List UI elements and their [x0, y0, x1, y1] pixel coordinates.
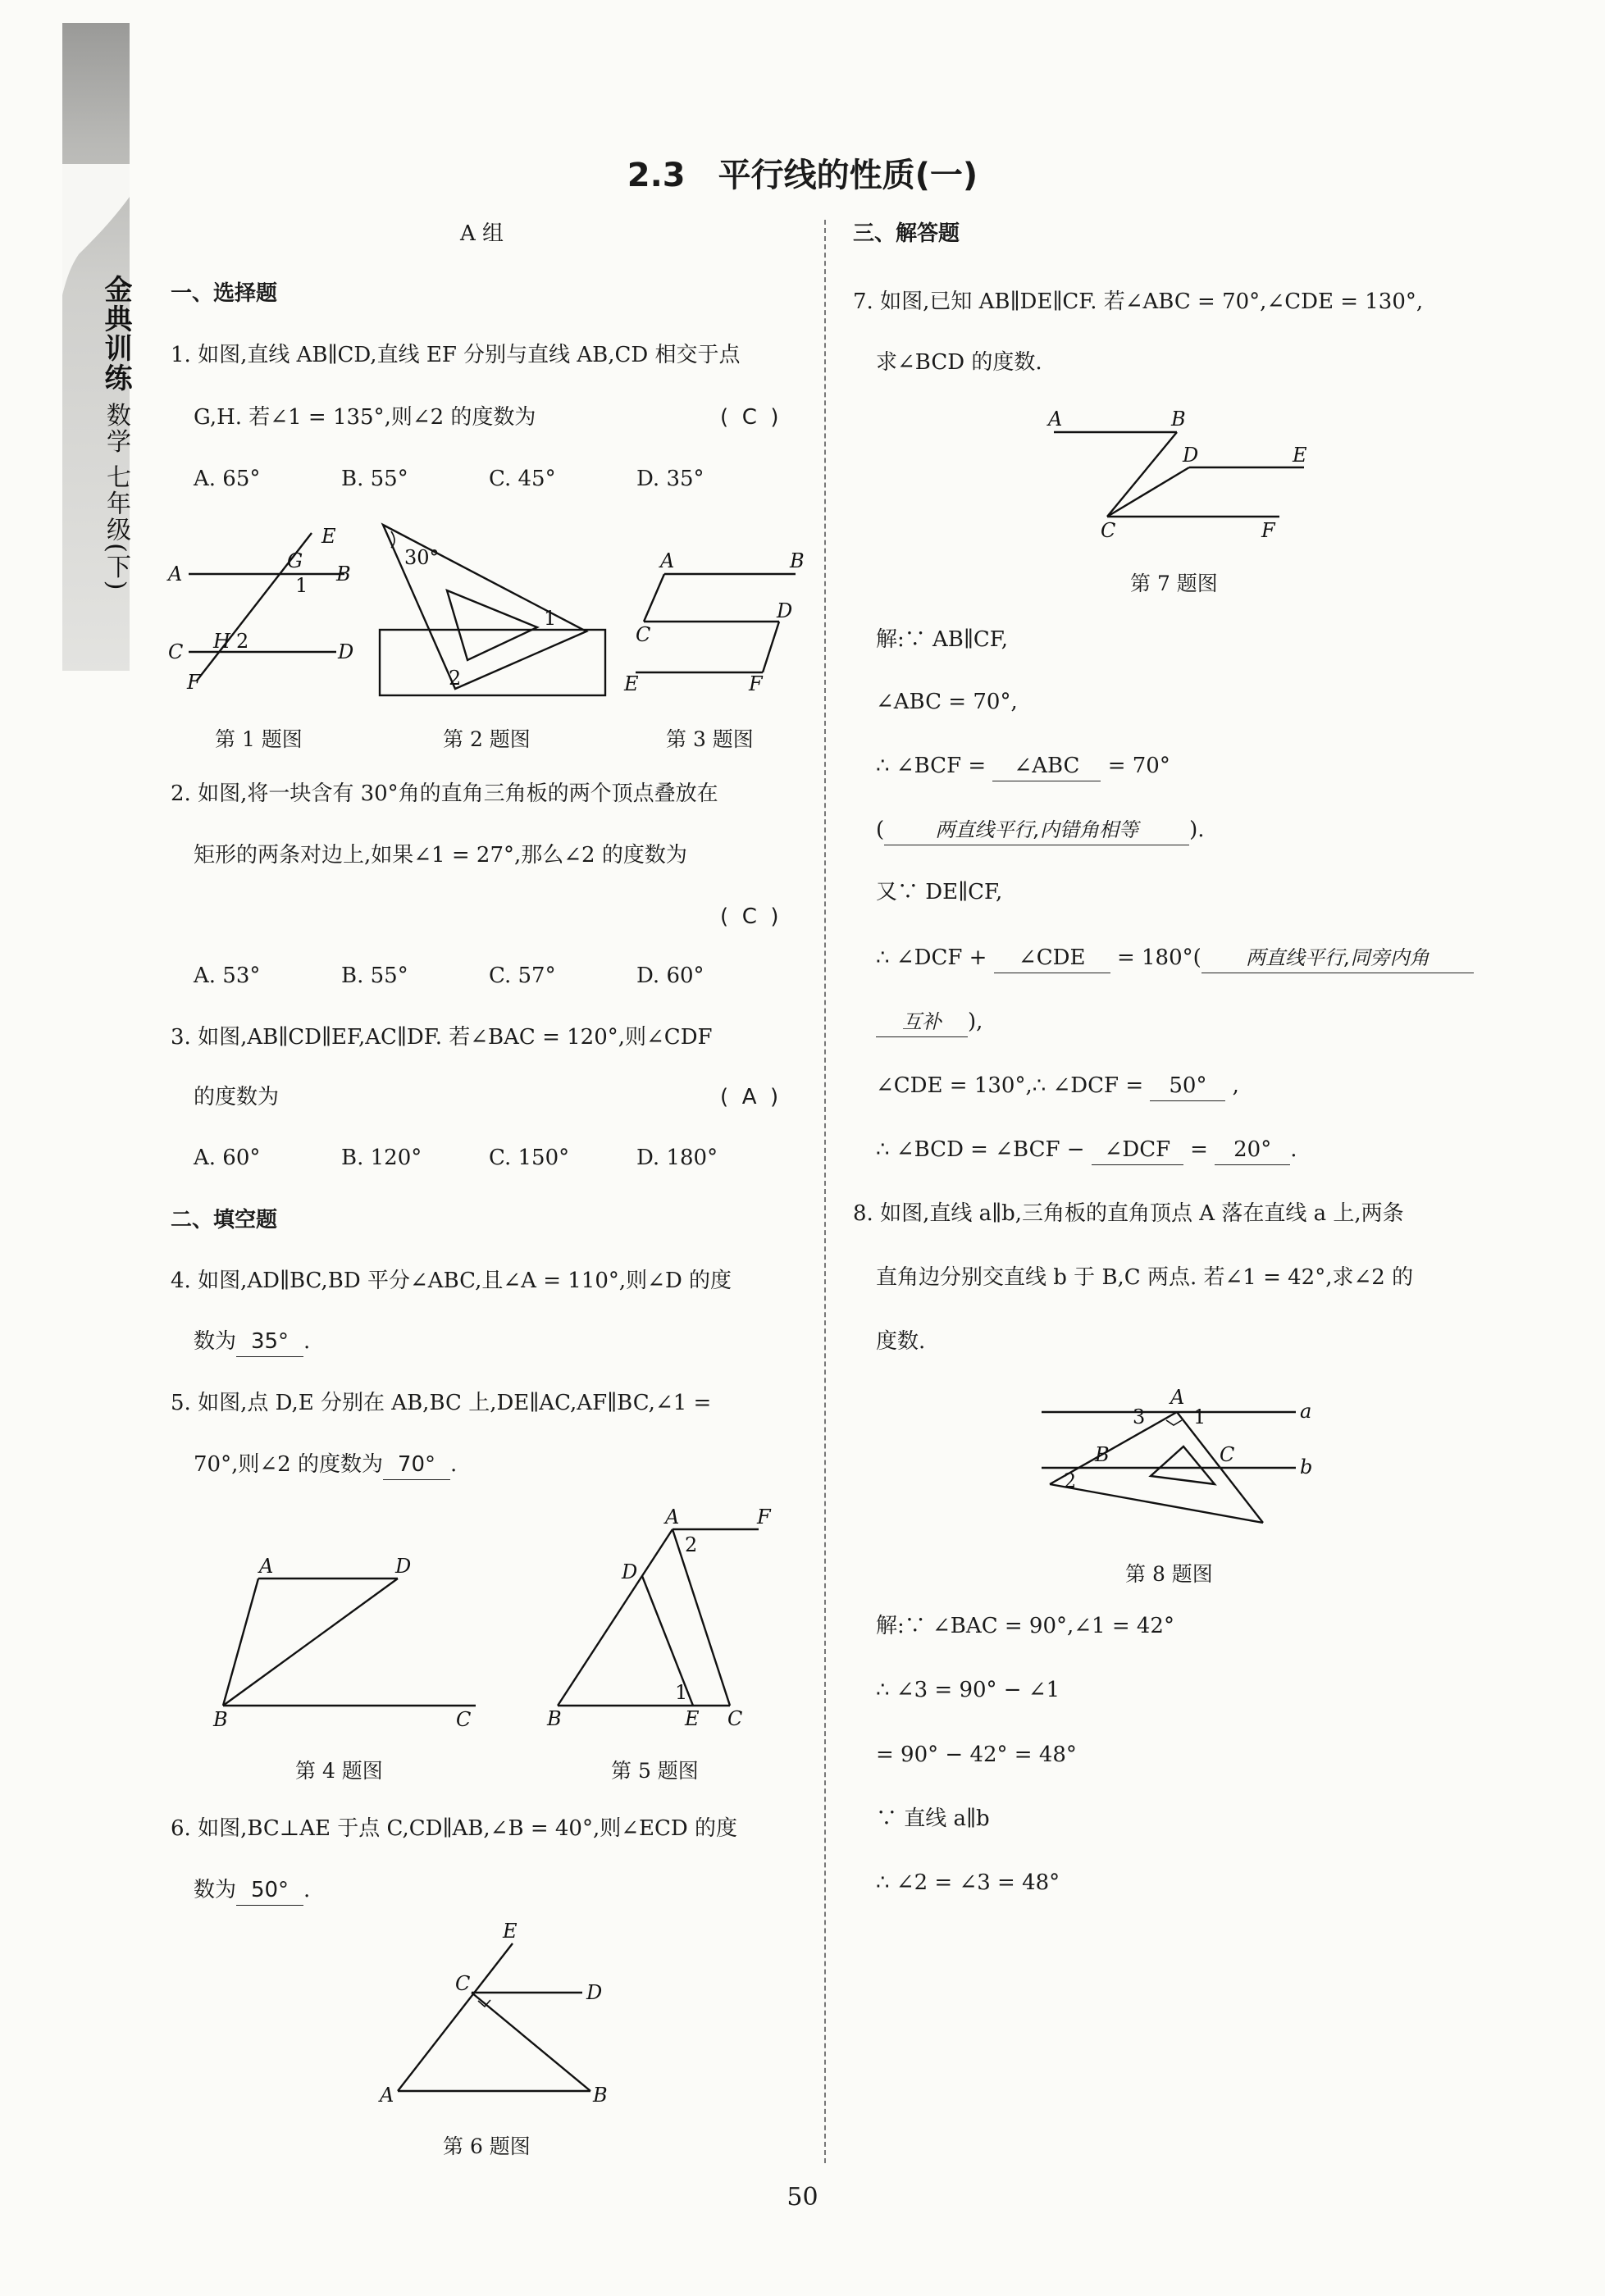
q3-option-c: C. 150°	[489, 1146, 570, 1170]
q7-solution-1: 解:∵ AB∥CF,	[876, 627, 1009, 652]
q2-answer: ( C )	[720, 904, 779, 929]
fig8-label-c: C	[1220, 1443, 1235, 1466]
q2-option-c: C. 57°	[489, 963, 556, 988]
fig8-label-b: B	[1095, 1443, 1110, 1466]
fig3-label-d: D	[777, 599, 793, 622]
figure-8	[1029, 1387, 1325, 1543]
fig1-label-a: A	[168, 563, 183, 585]
column-divider	[824, 220, 826, 2163]
q1-option-c: C. 45°	[489, 467, 556, 491]
figure-4-caption: 第 4 题图	[295, 1759, 383, 1783]
fig8-angle-3: 3	[1133, 1405, 1146, 1428]
fig7-label-d: D	[1183, 444, 1199, 467]
q3-option-a: A. 60°	[194, 1146, 261, 1170]
q2-text-1: 2. 如图,将一块含有 30°角的直角三角板的两个顶点叠放在	[171, 781, 718, 806]
figure-5	[537, 1509, 800, 1730]
fig1-angle-1: 1	[295, 574, 308, 597]
q5-text-2: 70°,则∠2 的度数为 70° .	[194, 1450, 457, 1480]
fig1-label-b: B	[336, 563, 351, 585]
figure-3	[619, 549, 808, 705]
figure-1-caption: 第 1 题图	[215, 727, 303, 751]
fig4-label-d: D	[395, 1555, 412, 1578]
fig7-label-f: F	[1261, 519, 1275, 542]
q8-text-2: 直角边分别交直线 b 于 B,C 两点. 若∠1 = 42°,求∠2 的	[876, 1265, 1414, 1290]
q5-text-1: 5. 如图,点 D,E 分别在 AB,BC 上,DE∥AC,AF∥BC,∠1 =	[171, 1391, 712, 1415]
q7-text-2: 求∠BCD 的度数.	[876, 350, 1042, 375]
q4-text-2: 数为 35° .	[194, 1327, 310, 1357]
q5-answer-blank: 70°	[383, 1450, 450, 1480]
fig1-label-f: F	[187, 671, 201, 694]
fig4-label-b: B	[213, 1708, 228, 1731]
q3-option-b: B. 120°	[341, 1146, 422, 1170]
page-title: 2.3 平行线的性质(一)	[627, 157, 978, 194]
fig5-label-a: A	[665, 1509, 680, 1528]
q7-solution-8: ∠CDE = 130°,∴ ∠DCF = 50° ,	[876, 1071, 1239, 1101]
fig7-label-a: A	[1048, 408, 1063, 430]
q6-text-2: 数为 50° .	[194, 1875, 310, 1906]
q4-text-1: 4. 如图,AD∥BC,BD 平分∠ABC,且∠A = 110°,则∠D 的度	[171, 1269, 732, 1293]
q3-text-2: 的度数为	[194, 1085, 280, 1109]
fig4-label-c: C	[456, 1708, 472, 1731]
figure-2-caption: 第 2 题图	[443, 727, 531, 751]
q3-option-d: D. 180°	[636, 1146, 718, 1170]
q3-text-1: 3. 如图,AB∥CD∥EF,AC∥DF. 若∠BAC = 120°,则∠CDF	[171, 1025, 713, 1050]
fig5-angle-2: 2	[685, 1533, 698, 1556]
q8-solution-3: = 90° − 42° = 48°	[876, 1742, 1077, 1767]
figure-3-caption: 第 3 题图	[666, 727, 754, 751]
fig6-label-a: A	[380, 2084, 394, 2107]
q8-solution-4: ∵ 直线 a∥b	[876, 1806, 990, 1831]
q8-solution-1: 解:∵ ∠BAC = 90°,∠1 = 42°	[876, 1614, 1174, 1638]
q7-blank-dcf-value: 50°	[1150, 1071, 1225, 1101]
fig6-label-c: C	[455, 1972, 471, 1995]
fig2-angle-30: 30°	[404, 546, 440, 569]
fig5-label-c: C	[727, 1707, 743, 1730]
q8-text-1: 8. 如图,直线 a∥b,三角板的直角顶点 A 落在直线 a 上,两条	[853, 1201, 1404, 1226]
q7-solution-5: 又∵ DE∥CF,	[876, 880, 1003, 904]
fig1-label-g: G	[287, 549, 303, 572]
section-fill: 二、填空题	[171, 1208, 278, 1232]
group-label: A 组	[460, 221, 504, 246]
q7-blank-bcd-value: 20°	[1215, 1135, 1290, 1165]
fig5-label-e: E	[685, 1707, 700, 1730]
fig1-label-c: C	[168, 640, 184, 663]
fig2-angle-1: 1	[544, 607, 557, 630]
figure-1	[164, 525, 369, 705]
q6-text-1: 6. 如图,BC⊥AE 于点 C,CD∥AB,∠B = 40°,则∠ECD 的度	[171, 1816, 738, 1841]
q7-blank-cde: ∠CDE	[994, 943, 1110, 973]
fig3-label-c: C	[636, 623, 651, 646]
q7-blank-reason-1: 两直线平行,内错角相等	[884, 815, 1189, 845]
q8-solution-2: ∴ ∠3 = 90° − ∠1	[876, 1678, 1060, 1702]
figure-5-caption: 第 5 题图	[611, 1759, 699, 1783]
fig5-angle-1: 1	[675, 1681, 688, 1704]
fig4-line-ab	[223, 1578, 258, 1706]
fig5-label-b: B	[547, 1707, 562, 1730]
fig7-label-e: E	[1293, 444, 1307, 467]
q1-answer: ( C )	[720, 405, 779, 430]
fig1-label-e: E	[321, 525, 336, 548]
fig8-label-line-a: a	[1300, 1400, 1312, 1423]
figure-6-caption: 第 6 题图	[443, 2134, 531, 2158]
fig6-label-b: B	[593, 2084, 608, 2107]
section-choice: 一、选择题	[171, 281, 278, 306]
fig5-label-d: D	[622, 1560, 638, 1583]
figure-2	[373, 517, 611, 705]
fig8-angle-2: 2	[1064, 1469, 1077, 1492]
q8-solution-5: ∴ ∠2 = ∠3 = 48°	[876, 1870, 1060, 1895]
fig3-line-df	[763, 622, 779, 672]
q2-text-2: 矩形的两条对边上,如果∠1 = 27°,那么∠2 的度数为	[194, 843, 687, 868]
fig5-line-ab	[558, 1529, 673, 1706]
fig7-label-b: B	[1171, 408, 1186, 430]
q7-solution-9: ∴ ∠BCD = ∠BCF − ∠DCF = 20° .	[876, 1135, 1297, 1165]
q3-answer: ( A )	[720, 1085, 779, 1109]
fig4-line-bd	[223, 1578, 398, 1706]
figure-6	[373, 1923, 619, 2107]
fig8-hypotenuse	[1050, 1484, 1263, 1523]
fig6-line-cb	[472, 1993, 590, 2091]
q8-text-3: 度数.	[876, 1329, 926, 1354]
fig5-line-ac	[673, 1529, 730, 1706]
fig7-line-bc	[1107, 432, 1177, 517]
fig1-label-h: H	[213, 630, 230, 653]
fig6-label-e: E	[503, 1923, 518, 1943]
fig1-label-d: D	[338, 640, 354, 663]
fig3-line-ac	[644, 574, 664, 622]
fig2-angle-2: 2	[449, 667, 462, 690]
fig6-line-ae	[398, 1943, 513, 2091]
q6-answer-blank: 50°	[236, 1875, 303, 1906]
figure-4	[205, 1554, 517, 1734]
q2-option-d: D. 60°	[636, 963, 704, 988]
sidebar-grade: 七年级(下)	[102, 464, 130, 592]
q1-option-b: B. 55°	[341, 467, 408, 491]
fig3-label-b: B	[790, 549, 805, 572]
section-solve: 三、解答题	[853, 221, 960, 246]
q4-answer-blank: 35°	[236, 1327, 303, 1357]
fig8-label-a: A	[1170, 1387, 1185, 1409]
q7-solution-2: ∠ABC = 70°,	[876, 690, 1018, 714]
fig8-inner-triangle	[1151, 1446, 1215, 1484]
fig7-line-dc	[1107, 467, 1189, 517]
fig2-rectangle	[380, 630, 605, 695]
q7-solution-3: ∴ ∠BCF = ∠ABC = 70°	[876, 751, 1170, 781]
q7-blank-reason-2a: 两直线平行,同旁内角	[1201, 943, 1474, 973]
fig5-label-f: F	[757, 1509, 771, 1528]
fig1-angle-2: 2	[236, 630, 249, 653]
figure-7-caption: 第 7 题图	[1130, 572, 1218, 595]
page-number: 50	[787, 2183, 818, 2212]
sidebar-label	[92, 275, 131, 592]
fig4-label-a: A	[259, 1555, 274, 1578]
fig6-label-d: D	[586, 1981, 603, 2004]
q7-solution-7: 互补 ),	[876, 1007, 983, 1037]
q2-option-b: B. 55°	[341, 963, 408, 988]
q1-text-2: G,H. 若∠1 = 135°,则∠2 的度数为	[194, 405, 536, 430]
fig3-label-a: A	[660, 549, 675, 572]
q7-blank-dcf: ∠DCF	[1092, 1135, 1183, 1165]
sidebar-series: 金典训练	[99, 275, 132, 393]
q7-blank-reason-2b: 互补	[876, 1007, 968, 1037]
q1-text-1: 1. 如图,直线 AB∥CD,直线 EF 分别与直线 AB,CD 相交于点	[171, 343, 741, 367]
figure-7	[1042, 406, 1320, 549]
q7-solution-6: ∴ ∠DCF + ∠CDE = 180°( 两直线平行,同旁内角	[876, 943, 1474, 973]
q1-option-d: D. 35°	[636, 467, 704, 491]
fig8-label-line-b: b	[1300, 1456, 1313, 1478]
q7-blank-abc: ∠ABC	[992, 751, 1101, 781]
fig7-label-c: C	[1101, 519, 1116, 542]
fig3-label-f: F	[749, 672, 763, 695]
q2-option-a: A. 53°	[194, 963, 261, 988]
q7-solution-4: ( 两直线平行,内错角相等 ).	[876, 815, 1205, 845]
q1-option-a: A. 65°	[194, 467, 261, 491]
sidebar-subject: 数学	[102, 402, 130, 455]
fig2-triangle-inner	[447, 590, 537, 660]
figure-8-caption: 第 8 题图	[1125, 1562, 1213, 1586]
fig8-angle-1: 1	[1193, 1405, 1206, 1428]
fig3-label-e: E	[624, 672, 639, 695]
q7-text-1: 7. 如图,已知 AB∥DE∥CF. 若∠ABC = 70°,∠CDE = 130°,	[853, 289, 1424, 314]
